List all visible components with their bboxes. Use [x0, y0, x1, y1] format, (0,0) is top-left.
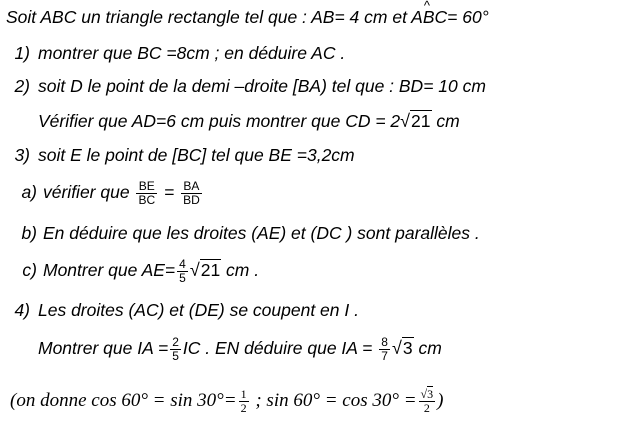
closing-paren: ): [437, 389, 444, 411]
sqrt-symbol: √: [391, 338, 402, 359]
question-3-number: 3): [14, 145, 30, 165]
question-4-show-text: Montrer que IA =: [38, 338, 169, 359]
question-3a-text: vérifier que: [43, 182, 130, 203]
question-4-line-2: [38, 336, 442, 363]
given-sin60: ; sin 60° = cos 30° =: [250, 389, 417, 411]
fraction-be-bc: [136, 180, 157, 207]
denominator: BD: [183, 193, 200, 207]
fraction-ba-bd: [181, 180, 202, 207]
numerator: BE: [136, 180, 157, 194]
question-3-line: [0, 144, 355, 166]
question-4-line-1: [0, 299, 359, 321]
sqrt-symbol: √: [189, 260, 200, 281]
question-4-deduce-text: IC . EN déduire que IA =: [182, 338, 378, 359]
unit-text: cm: [431, 111, 460, 131]
denominator: 2: [240, 401, 247, 415]
unit-text: cm: [413, 338, 442, 359]
equals-sign: =: [159, 182, 180, 203]
sqrt-21: [190, 259, 221, 281]
fraction-8-7: [379, 336, 390, 363]
fraction-sqrt3-2: [419, 388, 436, 415]
question-2-line-2: [38, 110, 460, 132]
question-3b: [12, 222, 480, 244]
given-values: [10, 388, 443, 415]
question-3b-label: b): [21, 223, 37, 243]
intro-angle-value: C= 60°: [434, 7, 489, 27]
angle-vertex: ^ B: [423, 6, 435, 28]
question-2-text: soit D le point de la demi –droite [BA) tel que : BD= 10 cm: [38, 76, 486, 96]
question-2-verify-text: Vérifier que AD=6 cm puis montrer que CD = 2: [38, 111, 401, 131]
sqrt-21: [400, 110, 431, 132]
denominator: 5: [179, 271, 186, 285]
question-3b-text: En déduire que les droites (AE) et (DC ) sont parallèles .: [43, 223, 480, 243]
question-3c-label: c): [22, 260, 37, 281]
question-4-text: Les droites (AC) et (DE) se coupent en I .: [38, 300, 359, 320]
radicand: 3: [427, 387, 434, 401]
question-1-text: montrer que BC =8cm ; en déduire AC .: [38, 43, 346, 63]
denominator: 2: [423, 401, 430, 415]
question-1: [0, 42, 345, 64]
numerator: 4: [179, 257, 186, 271]
denominator: 5: [172, 349, 179, 363]
sqrt-symbol: √: [420, 387, 428, 401]
sqrt-3: [392, 337, 414, 359]
question-2-number: 2): [14, 76, 30, 96]
sqrt-symbol: √: [400, 111, 411, 131]
numerator: 8: [381, 335, 388, 349]
question-3a: [12, 180, 204, 207]
denominator: 7: [381, 349, 388, 363]
radicand: 3: [402, 338, 413, 359]
question-4-number: 4): [14, 300, 30, 320]
radicand: 21: [200, 260, 221, 281]
radicand: 21: [411, 111, 431, 131]
question-2-line-1: [0, 75, 486, 97]
numerator: [419, 388, 436, 402]
question-1-number: 1): [14, 43, 30, 63]
denominator: BC: [138, 193, 156, 207]
fraction-1-2: [239, 388, 249, 415]
question-3-text: soit E le point de [BC] tel que BE =3,2cm: [38, 145, 355, 165]
question-3c: [12, 258, 259, 285]
intro-text: Soit ABC un triangle rectangle tel que : AB= 4 cm et A: [6, 7, 423, 27]
numerator: 1: [240, 387, 247, 401]
question-3c-text: Montrer que AE=: [43, 260, 176, 281]
fraction-4-5: [177, 258, 188, 285]
intro-line: [6, 6, 489, 28]
numerator: 2: [172, 335, 179, 349]
given-cos60: (on donne cos 60° = sin 30°=: [10, 389, 237, 411]
unit-text: cm .: [221, 260, 260, 281]
question-3a-label: a): [21, 182, 37, 203]
fraction-2-5: [170, 336, 181, 363]
numerator: BA: [181, 180, 202, 194]
